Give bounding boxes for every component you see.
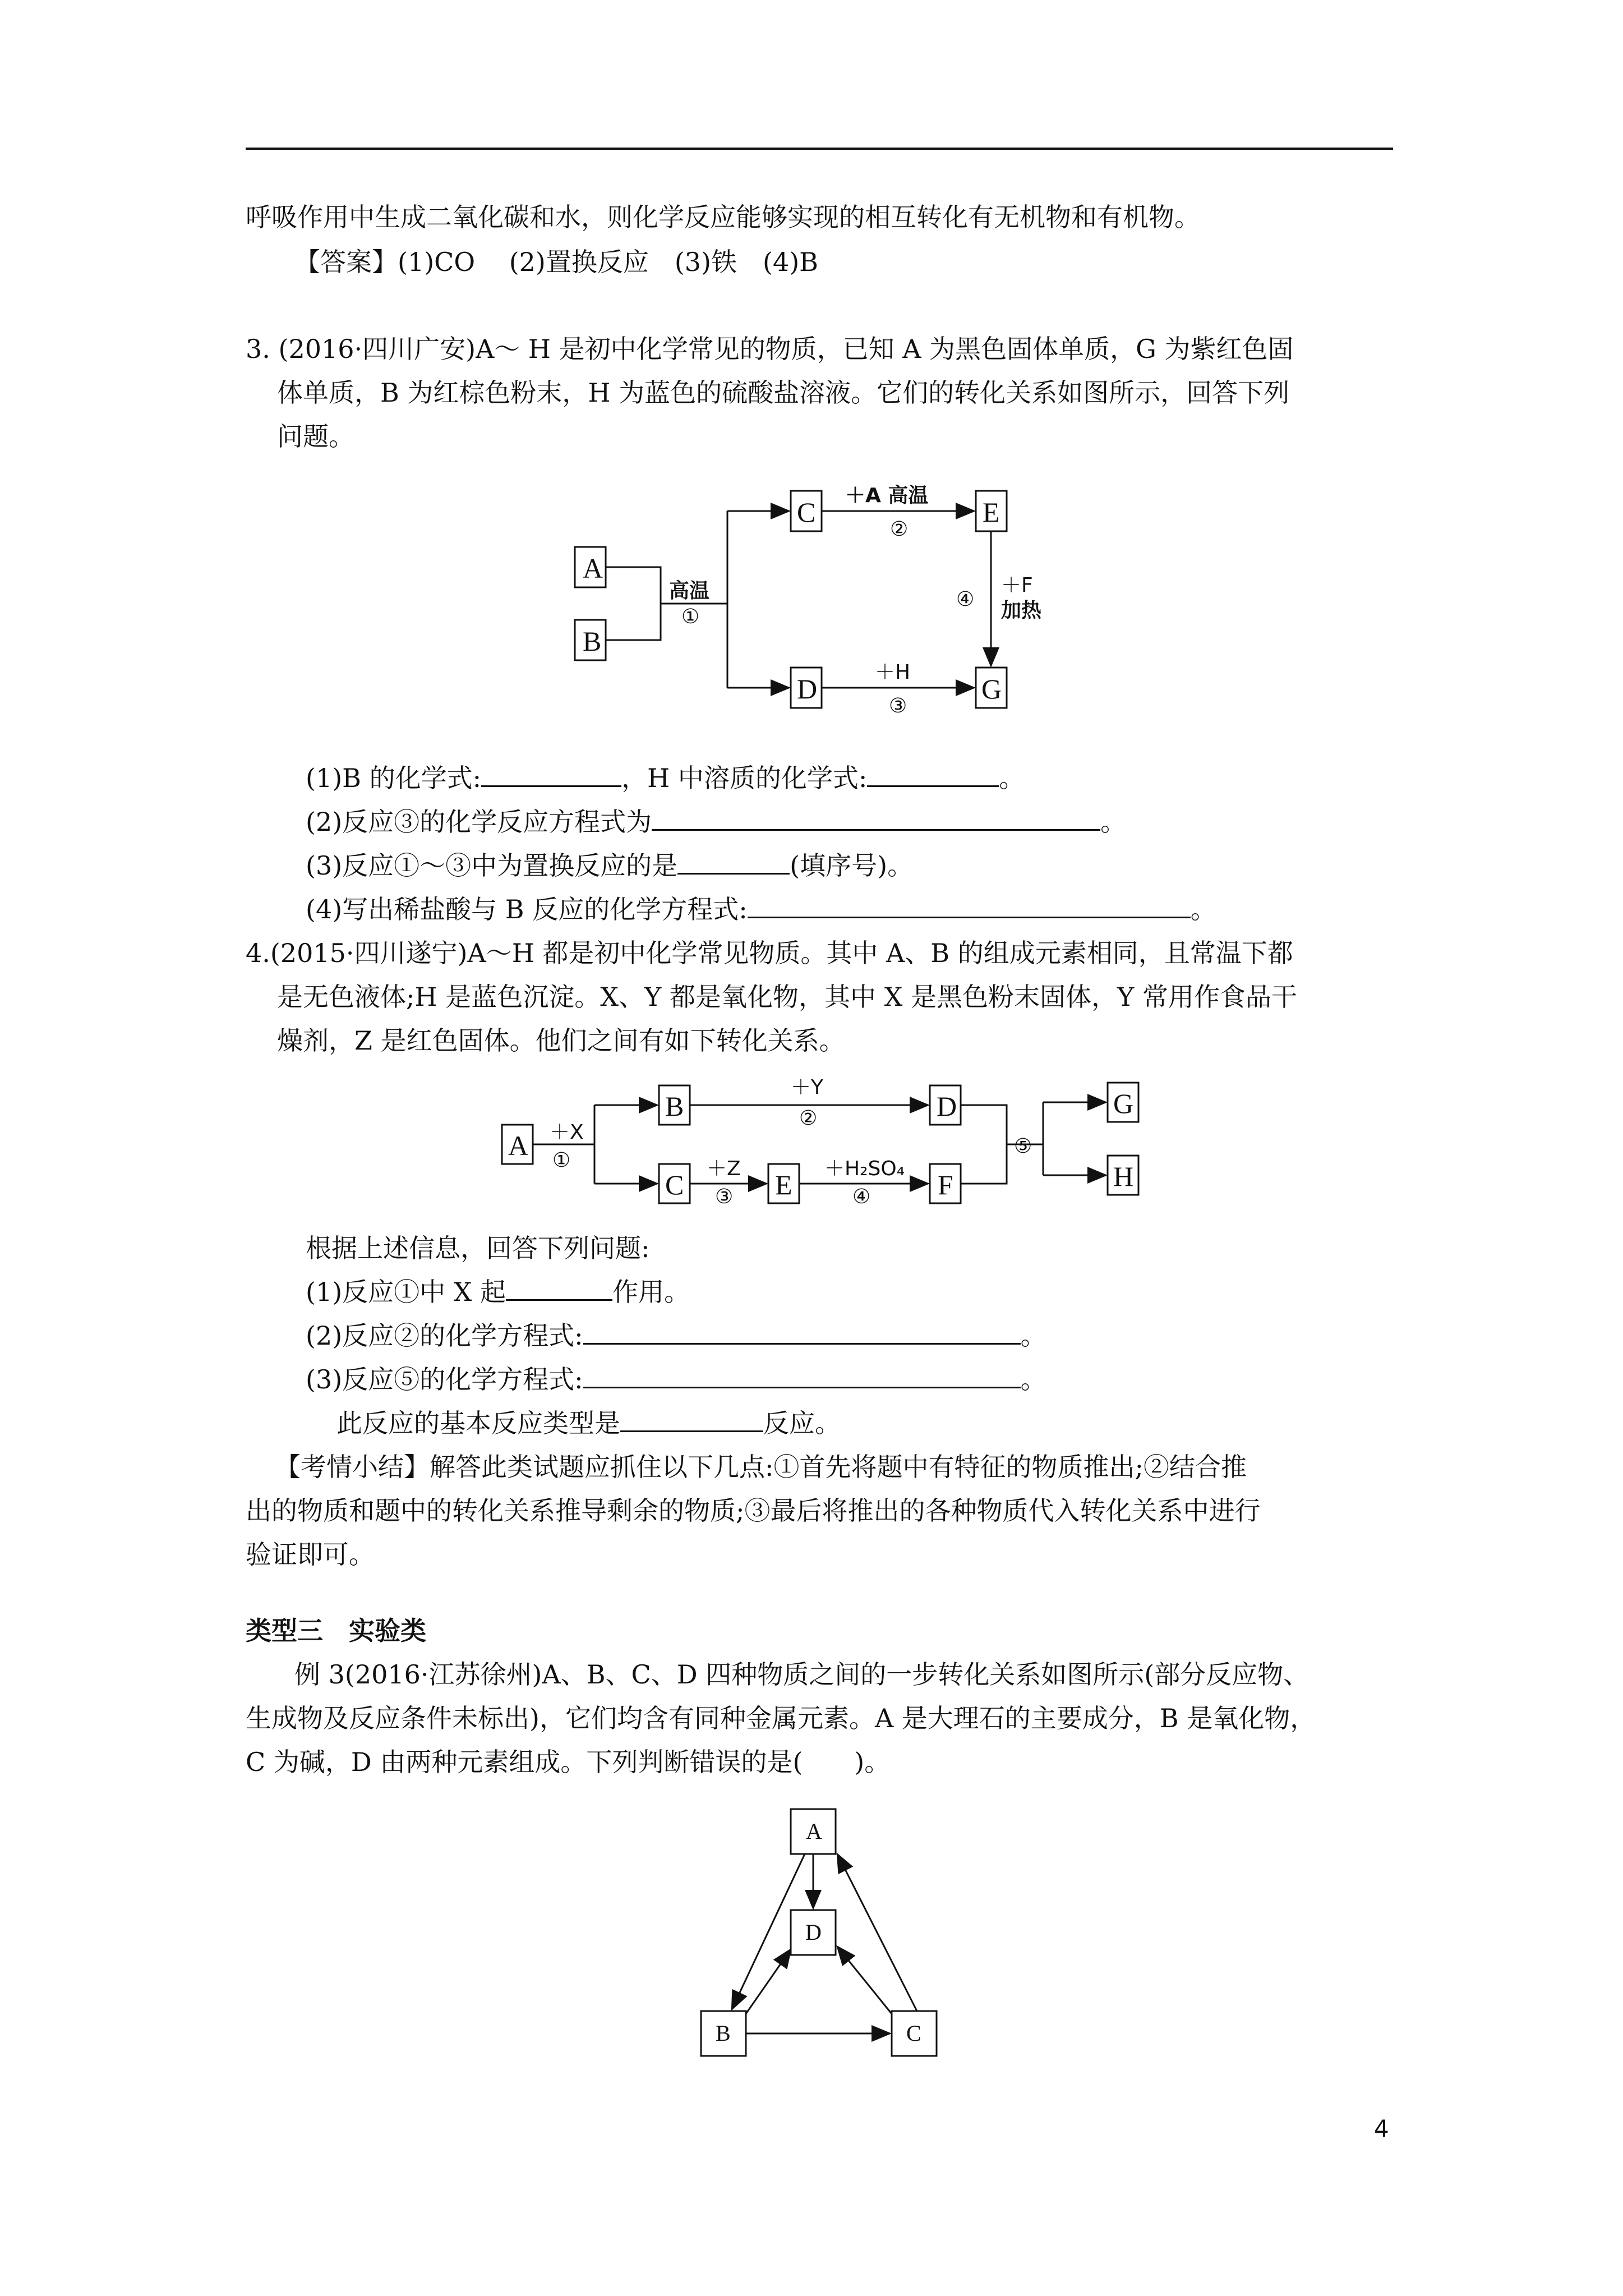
q4-node-e: E xyxy=(775,1169,792,1200)
q4-line3: 燥剂，Z 是红色固体。他们之间有如下转化关系。 xyxy=(277,1025,845,1056)
prev-answer: 【答案】(1)CO (2)置换反应 (3)铁 (4)B xyxy=(294,247,818,277)
q3-sub1: (1)B 的化学式: ，H 中溶质的化学式: 。 xyxy=(306,763,1025,793)
q4-transformation-diagram xyxy=(499,1063,1161,1231)
q3-line3: 问题。 xyxy=(277,421,354,452)
q3-sub2: (2)反应③的化学反应方程式为 。 xyxy=(306,807,1127,837)
q4-num-2: ② xyxy=(799,1107,818,1130)
q4-node-h: H xyxy=(1113,1161,1134,1192)
q4-line2: 是无色液体;H 是蓝色沉淀。X、Y 都是氧化物，其中 X 是黑色粉末固体，Y 常用作食品干 xyxy=(277,982,1297,1012)
q3-sub2-blank xyxy=(652,829,1100,831)
q3-cond-3: ＋H xyxy=(875,661,911,684)
q4-num-3: ③ xyxy=(715,1185,734,1208)
q4-node-c: C xyxy=(665,1169,684,1200)
q3-num-1: ① xyxy=(681,605,700,628)
example3-line1: 例 3(2016·江苏徐州)A、B、C、D 四种物质之间的一步转化关系如图所示(部分反应物、 xyxy=(294,1659,1310,1690)
q4-num-1: ① xyxy=(552,1149,571,1172)
q3-num-3: ③ xyxy=(889,694,907,717)
q4-sub3-blank xyxy=(583,1386,1021,1388)
example3-line2: 生成物及反应条件未标出)，它们均含有同种金属元素。A 是大理石的主要成分，B 是氧化物， xyxy=(246,1703,1316,1733)
q3-cond-4a: ＋F xyxy=(1001,574,1033,597)
q4-sub2-blank xyxy=(583,1342,1021,1345)
q3-node-c: C xyxy=(797,496,816,528)
q3-line2: 体单质，B 为红棕色粉末，H 为蓝色的硫酸盐溶液。它们的转化关系如图所示，回答下列 xyxy=(277,378,1290,408)
q4-intro: 根据上述信息，回答下列问题: xyxy=(306,1233,650,1263)
example3-cycle-diagram xyxy=(695,1803,965,2067)
summary-line2: 出的物质和题中的转化关系推导剩余的物质;③最后将推出的各种物质代入转化关系中进行 xyxy=(246,1496,1261,1526)
q3-node-b: B xyxy=(583,625,602,657)
q3-node-g: G xyxy=(981,673,1002,705)
q4-node-b: B xyxy=(665,1091,684,1122)
q3-cond-2: ＋A 高温 xyxy=(845,484,929,507)
q4-num-4: ④ xyxy=(852,1185,871,1208)
q4-node-f: F xyxy=(938,1169,953,1200)
header-rule xyxy=(246,148,1393,150)
q4-sub3: (3)反应⑤的化学方程式: 。 xyxy=(306,1364,1046,1395)
q4-node-a: A xyxy=(508,1130,529,1161)
q3-sub4: (4)写出稀盐酸与 B 反应的化学方程式: 。 xyxy=(306,894,1216,924)
q4-cond-4: ＋H₂SO₄ xyxy=(824,1157,905,1180)
q3-sub1-blank1 xyxy=(481,785,621,787)
q4-sub1-blank xyxy=(506,1299,612,1301)
example3-line3: C 为碱，D 由两种元素组成。下列判断错误的是( )。 xyxy=(246,1747,891,1777)
q3-node-d: D xyxy=(797,673,818,705)
example3-diagram-svg xyxy=(695,1803,965,2067)
q3-cond-1: 高温 xyxy=(669,579,710,602)
q3-diagram-svg xyxy=(569,480,1074,732)
q4-cond-1: ＋X xyxy=(550,1121,584,1144)
section-heading: 类型三 实验类 xyxy=(246,1616,426,1646)
q3-node-e: E xyxy=(983,496,1000,528)
q4-cond-3: ＋Z xyxy=(707,1157,741,1180)
q4-sub3-type: 此反应的基本反应类型是 反应。 xyxy=(336,1408,841,1438)
ex3-node-b: B xyxy=(716,2021,731,2046)
q3-cond-4b: 加热 xyxy=(1001,599,1042,622)
q3-node-a: A xyxy=(583,553,603,584)
q4-node-d: D xyxy=(937,1091,957,1122)
q4-sub1: (1)反应①中 X 起 作用。 xyxy=(306,1277,690,1307)
q3-line1: 3. (2016·四川广安)A～ H 是初中化学常见的物质，已知 A 为黑色固体单质，G 为紫红色固 xyxy=(246,334,1294,364)
q3-num-2: ② xyxy=(890,518,909,541)
q3-sub3: (3)反应①～③中为置换反应的是 (填序号)。 xyxy=(306,850,914,881)
q4-num-5: ⑤ xyxy=(1014,1135,1032,1158)
prev-text-line: 呼吸作用中生成二氧化碳和水，则化学反应能够实现的相互转化有无机物和有机物。 xyxy=(246,202,1200,232)
q3-transformation-diagram xyxy=(569,480,1074,732)
q4-node-g: G xyxy=(1113,1088,1134,1119)
ex3-node-a: A xyxy=(806,1819,822,1844)
q3-sub3-blank xyxy=(677,872,790,875)
q4-cond-2: ＋Y xyxy=(791,1076,823,1099)
summary-line1: 【考情小结】解答此类试题应抓住以下几点:①首先将题中有特征的物质推出;②结合推 xyxy=(275,1452,1247,1482)
q4-sub3-type-blank xyxy=(620,1430,763,1432)
summary-line3: 验证即可。 xyxy=(246,1539,375,1570)
page-number: 4 xyxy=(1374,2115,1389,2142)
q3-sub4-blank xyxy=(748,916,1191,918)
ex3-node-d: D xyxy=(805,1920,822,1945)
q3-sub1-blank2 xyxy=(867,785,999,787)
q4-sub2: (2)反应②的化学方程式: 。 xyxy=(306,1320,1046,1351)
q3-num-4: ④ xyxy=(956,588,975,611)
q4-diagram-svg xyxy=(499,1063,1161,1231)
ex3-node-c: C xyxy=(906,2021,921,2046)
q4-line1: 4.(2015·四川遂宁)A～H 都是初中化学常见物质。其中 A、B 的组成元素相同，且常温下都 xyxy=(246,938,1293,968)
